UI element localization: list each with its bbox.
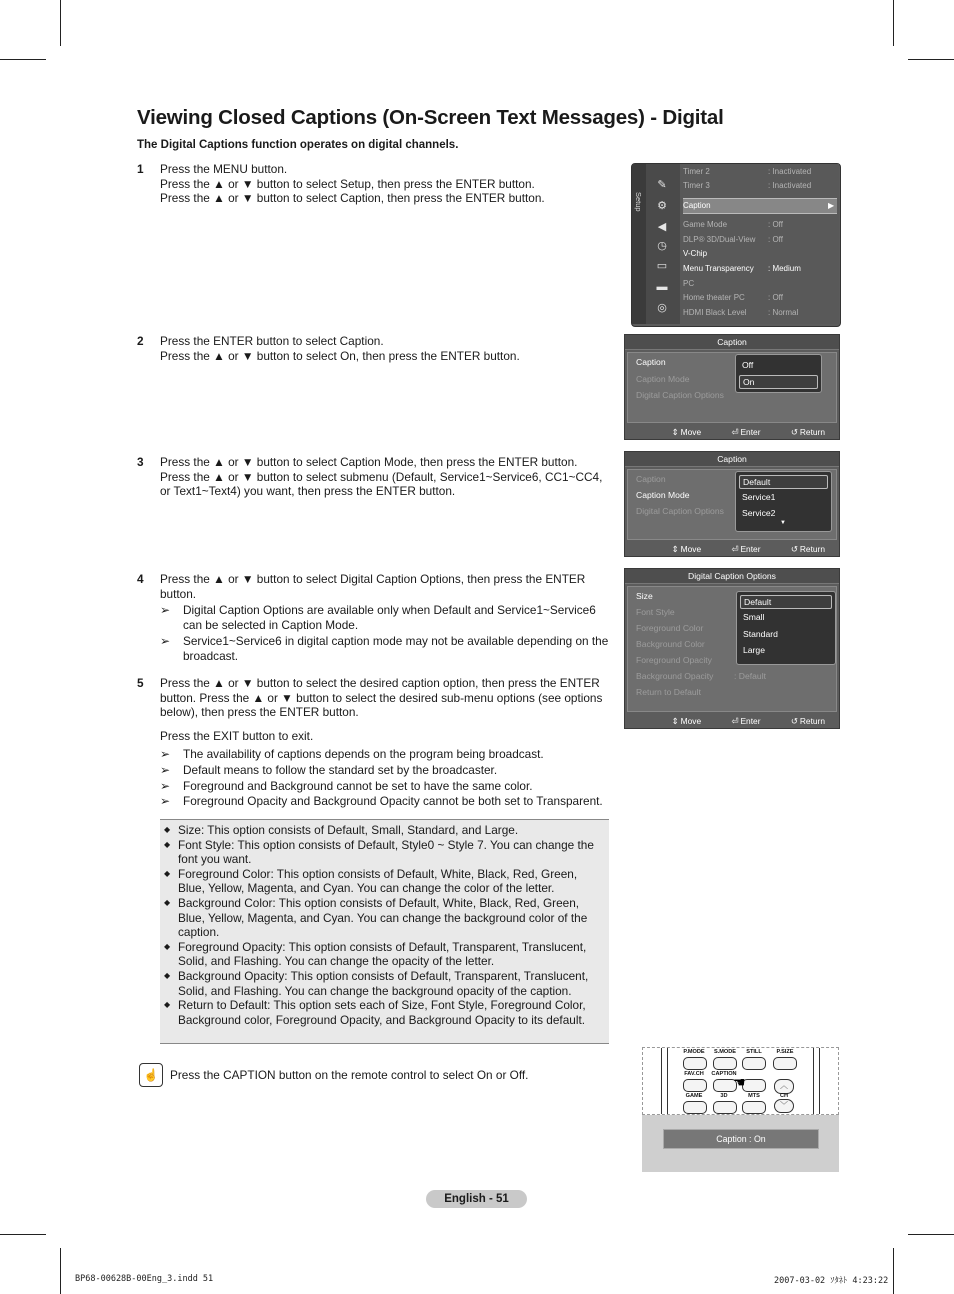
crop-mark <box>908 59 954 60</box>
osd-title: Caption <box>625 335 839 350</box>
step-number: 2 <box>137 334 144 348</box>
caption-mode-osd-screen <box>624 451 840 557</box>
page-title: Viewing Closed Captions (On-Screen Text Messages) - Digital <box>137 106 724 129</box>
step-text: Press the ▲ or ▼ button to select Caption, then press the ENTER button. <box>160 191 545 206</box>
crop-mark <box>908 1234 954 1235</box>
setup-row-selected[interactable]: Caption ▶ <box>683 198 837 214</box>
step-text: Press the ▲ or ▼ button to select Setup, then press the ENTER button. <box>160 176 535 191</box>
enter-icon: ⏎ <box>731 716 739 726</box>
note-arrow-icon: ➢ <box>160 794 171 809</box>
picture-icon: ✎ <box>657 179 667 191</box>
popup-option[interactable]: Small <box>743 612 765 622</box>
popup-option-selected[interactable]: Default <box>740 595 832 609</box>
input-icon: ▭ <box>656 260 668 272</box>
bullet-icon: ◆ <box>164 1000 171 1010</box>
updown-icon: ⇕ <box>671 716 679 726</box>
crop-mark <box>0 59 46 60</box>
step-number: 3 <box>137 455 144 469</box>
osd-item[interactable]: Foreground Opacity <box>636 655 712 665</box>
pmode-button[interactable] <box>683 1057 707 1070</box>
setup-row[interactable]: Timer 2 : Inactivated <box>683 167 812 176</box>
speaker-icon: ◀ <box>657 221 667 233</box>
pmode-label: P.MODE <box>683 1049 705 1055</box>
return-hint: ↺ Return <box>790 427 825 437</box>
osd-item[interactable]: Caption <box>636 474 666 484</box>
bullet-icon: ◆ <box>164 970 171 980</box>
osd-item[interactable]: Digital Caption Options <box>636 390 724 400</box>
step-text: Press the ▲ or ▼ button to select Caption Mode, then press the ENTER button. <box>160 455 578 469</box>
remote-illustration <box>642 1047 839 1172</box>
step-text: Press the ▲ or ▼ button to select the desired caption option, then press the ENTER button. Press the ▲ or ▼ button to select the desired sub-menu options (see options below), then press the ENTER button. <box>160 676 603 720</box>
popup-option-selected[interactable]: On <box>739 375 818 389</box>
return-icon: ↺ <box>790 544 798 554</box>
ch-down-button[interactable]: ﹀ <box>774 1099 794 1113</box>
step-number: 5 <box>137 676 144 690</box>
smode-button[interactable] <box>713 1057 737 1070</box>
caption-status-bar: Caption : On <box>663 1129 819 1149</box>
pointer-hand-icon: ☚ <box>733 1074 746 1090</box>
options-box <box>160 819 609 1044</box>
osd-item[interactable]: Size <box>636 591 653 601</box>
unlabeled-button[interactable] <box>742 1079 766 1092</box>
step-text: Press the ▲ or ▼ button to select Digital Caption Options, then press the ENTER button. <box>160 572 586 601</box>
osd-item[interactable]: Digital Caption Options <box>636 506 724 516</box>
popup-option[interactable]: Standard <box>743 629 778 639</box>
osd-item[interactable]: Foreground Color <box>636 623 704 633</box>
note-arrow-icon: ➢ <box>160 747 171 762</box>
osd-item-value: : Default <box>734 671 767 681</box>
crop-mark <box>0 1234 46 1235</box>
note: ➢ Digital Caption Options are available only when Default and Service1~Service6 can be selected in Caption Mode. <box>160 603 596 632</box>
option-item: ◆ Background Color: This option consists of Default, White, Black, Red, Green, Blue, Yellow, Magenta, and Cyan. You can change the background color of the caption. <box>164 895 588 940</box>
footer-file: BP68-00628B-00Eng_3.indd 51 <box>75 1274 214 1284</box>
game-button[interactable] <box>683 1101 707 1114</box>
step-text: Press the ENTER button to select Caption. <box>160 334 384 348</box>
ch-label: CH <box>779 1093 789 1099</box>
setup-row[interactable]: Menu Transparency : Medium <box>683 264 801 273</box>
enter-hint: ⏎ Enter <box>731 716 761 726</box>
osd-title: Caption <box>625 452 839 467</box>
setup-row[interactable]: Game Mode : Off <box>683 220 783 229</box>
osd-item[interactable]: Caption Mode <box>636 374 690 384</box>
note-arrow-icon: ➢ <box>160 634 171 649</box>
popup-option-selected[interactable]: Default <box>739 475 828 489</box>
move-hint: ⇕ Move <box>671 544 702 554</box>
caption-popup <box>735 354 822 393</box>
caption-label: CAPTION <box>711 1071 737 1077</box>
return-icon: ↺ <box>790 716 798 726</box>
setup-side-label: Setup <box>634 192 643 212</box>
osd-item[interactable]: Caption Mode <box>636 490 690 500</box>
move-hint: ⇕ Move <box>671 716 702 726</box>
note: ➢ The availability of captions depends on the program being broadcast. <box>160 747 544 762</box>
setup-row[interactable]: HDMI Black Level : Normal <box>683 308 799 317</box>
popup-option[interactable]: Service1 <box>742 492 776 502</box>
step-text: Press the ▲ or ▼ button to select On, then press the ENTER button. <box>160 348 520 363</box>
return-hint: ↺ Return <box>790 716 825 726</box>
step-text: Press the EXIT button to exit. <box>160 728 314 743</box>
osd-item[interactable]: Font Style <box>636 607 675 617</box>
ch-up-button[interactable]: ︿ <box>774 1079 794 1094</box>
bullet-icon: ◆ <box>164 825 171 834</box>
move-hint: ⇕ Move <box>671 427 702 437</box>
caption-mode-popup <box>735 471 832 532</box>
osd-title: Digital Caption Options <box>625 569 839 584</box>
crop-mark <box>60 0 61 46</box>
enter-hint: ⏎ Enter <box>731 544 761 554</box>
note-arrow-icon: ➢ <box>160 762 171 777</box>
psize-button[interactable] <box>773 1057 797 1070</box>
return-hint: ↺ Return <box>790 544 825 554</box>
step-number: 1 <box>137 162 144 176</box>
note-arrow-icon: ➢ <box>160 778 171 793</box>
tip-text: Press the CAPTION button on the remote control to select On or Off. <box>170 1068 529 1082</box>
psize-label: P.SIZE <box>776 1049 794 1055</box>
3d-button[interactable] <box>713 1101 737 1114</box>
smode-label: S.MODE <box>713 1049 737 1055</box>
bullet-icon: ◆ <box>164 897 171 907</box>
remote-control <box>642 1047 839 1115</box>
screen-icon: ▬ <box>656 281 668 293</box>
option-item: ◆ Foreground Opacity: This option consists of Default, Transparent, Translucent, Solid, and Flashing. You can change the opacity of the letter. <box>164 939 587 969</box>
game-label: GAME <box>685 1093 703 1099</box>
return-icon: ↺ <box>790 427 798 437</box>
updown-icon: ⇕ <box>671 544 679 554</box>
option-item: ◆ Size: This option consists of Default, Small, Standard, and Large. <box>164 823 519 837</box>
step-number: 4 <box>137 572 144 586</box>
favch-button[interactable] <box>683 1079 707 1092</box>
step-text: Press the ▲ or ▼ button to select submenu (Default, Service1~Service6, CC1~CC4, or Text1~Text4) you want, then press the ENTER button. <box>160 469 603 499</box>
note: ➢ Foreground and Background cannot be set to have the same color. <box>160 778 533 793</box>
option-item: ◆ Font Style: This option consists of Default, Style0 ~ Style 7. You can change the font you want. <box>164 837 594 867</box>
setup-row[interactable]: DLP® 3D/Dual-View : Off <box>683 235 783 244</box>
note-arrow-icon: ➢ <box>160 603 171 618</box>
updown-icon: ⇕ <box>671 427 679 437</box>
osd-item[interactable]: Caption <box>636 357 666 367</box>
osd-item[interactable]: Return to Default <box>636 687 701 697</box>
enter-hint: ⏎ Enter <box>731 427 761 437</box>
enter-icon: ⏎ <box>731 427 739 437</box>
mts-label: MTS <box>748 1093 760 1099</box>
crop-mark <box>893 0 894 46</box>
option-item: ◆ Return to Default: This option sets each of Size, Font Style, Foreground Color, Background color, Foreground Opacity, and Background Opacity to its default. <box>164 998 586 1027</box>
tip-icon: ☝ <box>139 1063 163 1087</box>
bullet-icon: ◆ <box>164 868 171 878</box>
gear-icon: ⚙ <box>657 200 667 212</box>
page-subtitle: The Digital Captions function operates on digital channels. <box>137 139 459 151</box>
scroll-down-icon[interactable]: ▼ <box>780 520 786 526</box>
option-item: ◆ Foreground Color: This option consists of Default, White, Black, Red, Green, Blue, Yellow, Magenta, and Cyan. You can change the color of the letter. <box>164 866 578 896</box>
favch-label: FAV.CH <box>684 1071 704 1077</box>
digital-caption-options-osd-screen <box>624 568 840 729</box>
osd-footer <box>644 544 825 554</box>
support-icon: ◎ <box>657 302 667 314</box>
clock-icon: ◷ <box>657 240 667 252</box>
popup-option[interactable]: Off <box>742 360 754 370</box>
page-number: English - 51 <box>426 1190 527 1208</box>
osd-footer <box>644 716 825 726</box>
still-label: STILL <box>746 1049 762 1055</box>
crop-mark <box>893 1248 894 1294</box>
caption-osd-screen <box>624 334 840 440</box>
size-popup <box>736 591 836 665</box>
footer-date: 2007-03-02 ｿﾀﾈﾄ 4:23:22 <box>774 1276 889 1286</box>
note: ➢ Foreground Opacity and Background Opacity cannot be both set to Transparent. <box>160 794 603 809</box>
setup-row[interactable]: V-Chip <box>683 249 708 258</box>
setup-row[interactable]: Timer 3 : Inactivated <box>683 181 812 190</box>
setup-menu-screen <box>631 163 841 327</box>
osd-item[interactable]: Background Color <box>636 639 705 649</box>
popup-option[interactable]: Service2 <box>742 508 776 518</box>
still-button[interactable] <box>742 1057 766 1070</box>
note: ➢ Service1~Service6 in digital caption mode may not be available depending on the broadcast. <box>160 634 609 663</box>
3d-label: 3D <box>720 1093 728 1099</box>
setup-row[interactable]: PC <box>683 279 695 288</box>
bullet-icon: ◆ <box>164 941 171 951</box>
enter-icon: ⏎ <box>731 544 739 554</box>
osd-footer <box>644 427 825 437</box>
osd-item[interactable]: Background Opacity <box>636 671 714 681</box>
popup-option[interactable]: Large <box>743 645 765 655</box>
option-item: ◆ Background Opacity: This option consists of Default, Transparent, Translucent, Solid, and Flashing. You can change the background opacity of the caption. <box>164 968 589 998</box>
mts-button[interactable] <box>742 1101 766 1114</box>
setup-row[interactable]: Home theater PC : Off <box>683 293 783 302</box>
bullet-icon: ◆ <box>164 839 171 849</box>
crop-mark <box>60 1248 61 1294</box>
step-text: Press the MENU button. <box>160 162 288 176</box>
note: ➢ Default means to follow the standard set by the broadcaster. <box>160 762 498 777</box>
